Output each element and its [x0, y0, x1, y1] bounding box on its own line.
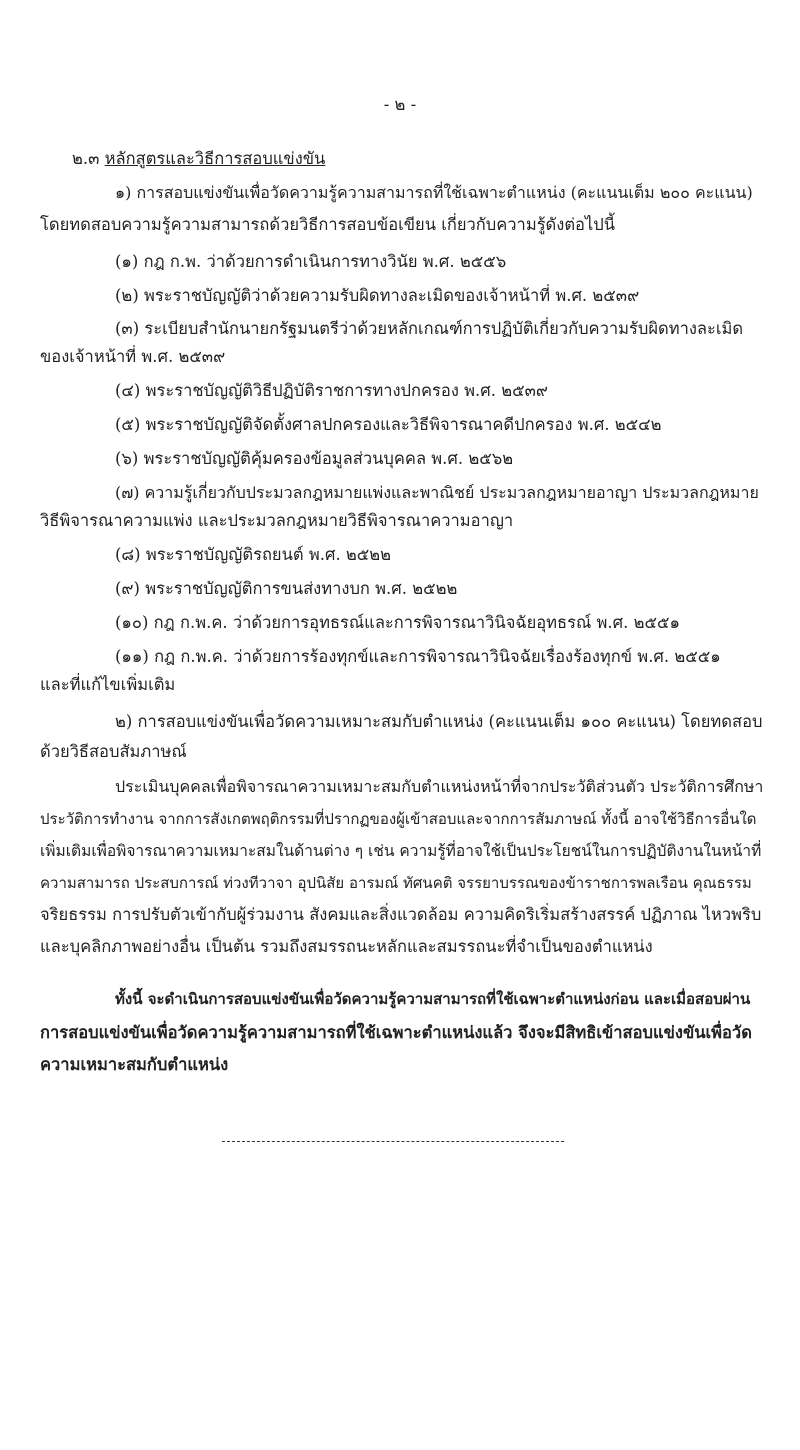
- list-item: (๖) พระราชบัญญัติคุ้มครองข้อมูลส่วนบุคคล พ.ศ. ๒๕๖๒: [115, 449, 514, 468]
- list-item: (๓) ระเบียบสำนักนายกรัฐมนตรีว่าด้วยหลักเกณฑ์การปฏิบัติเกี่ยวกับความรับผิดทางละเมิด: [115, 319, 744, 338]
- list-item-continuation: วิธีพิจารณาความแพ่ง และประมวลกฎหมายวิธีพิจารณาความอาญา: [40, 511, 514, 530]
- page-number: - ๒ -: [383, 95, 417, 114]
- paragraph-line: ความสามารถ ประสบการณ์ ท่วงทีวาจา อุปนิสัย อารมณ์ ทัศนคติ จรรยาบรรณของข้าราชการพลเรือน คุณธรรม: [40, 874, 752, 892]
- part2-intro-line2: ด้วยวิธีสอบสัมภาษณ์: [40, 742, 187, 761]
- section-heading: [72, 147, 325, 171]
- list-item-continuation: ของเจ้าหน้าที่ พ.ศ. ๒๕๓๙: [40, 347, 226, 366]
- list-item: (๔) พระราชบัญญัติวิธีปฏิบัติราชการทางปกครอง พ.ศ. ๒๕๓๙: [115, 381, 548, 400]
- end-separator: [222, 1141, 564, 1142]
- list-item: (๕) พระราชบัญญัติจัดตั้งศาลปกครองและวิธีพิจารณาคดีปกครอง พ.ศ. ๒๕๔๒: [115, 415, 662, 434]
- note-line: ความเหมาะสมกับตำแหน่ง: [40, 1055, 229, 1074]
- part1-intro-line2: โดยทดสอบความรู้ความสามารถด้วยวิธีการสอบข้อเขียน เกี่ยวกับความรู้ดังต่อไปนี้: [40, 215, 616, 234]
- note-line: การสอบแข่งขันเพื่อวัดความรู้ความสามารถที่ใช้เฉพาะตำแหน่งแล้ว จึงจะมีสิทธิเข้าสอบแข่งขันเพื่อวัด: [40, 1023, 752, 1042]
- list-item: (๗) ความรู้เกี่ยวกับประมวลกฎหมายแพ่งและพาณิชย์ ประมวลกฎหมายอาญา ประมวลกฎหมาย: [115, 483, 759, 502]
- list-item: (๑๐) กฎ ก.พ.ค. ว่าด้วยการอุทธรณ์และการพิจารณาวินิจฉัยอุทธรณ์ พ.ศ. ๒๕๕๑: [115, 613, 680, 632]
- list-item-continuation: และที่แก้ไขเพิ่มเติม: [40, 675, 176, 694]
- section-title: หลักสูตรและวิธีการสอบแข่งขัน: [104, 149, 326, 168]
- part2-intro-line1: ๒) การสอบแข่งขันเพื่อวัดความเหมาะสมกับตำแหน่ง (คะแนนเต็ม ๑๐๐ คะแนน) โดยทดสอบ: [115, 712, 763, 731]
- paragraph-line: จริยธรรม การปรับตัวเข้ากับผู้ร่วมงาน สังคมและสิ่งแวดล้อม ความคิดริเริ่มสร้างสรรค์ ปฏิภาณ ไหวพริบ: [40, 905, 762, 924]
- list-item: (๑๑) กฎ ก.พ.ค. ว่าด้วยการร้องทุกข์และการพิจารณาวินิจฉัยเรื่องร้องทุกข์ พ.ศ. ๒๕๕๑: [115, 647, 721, 666]
- list-item: (๒) พระราชบัญญัติว่าด้วยความรับผิดทางละเมิดของเจ้าหน้าที่ พ.ศ. ๒๕๓๙: [115, 286, 640, 305]
- note-line: ทั้งนี้ จะดำเนินการสอบแข่งขันเพื่อวัดความรู้ความสามารถที่ใช้เฉพาะตำแหน่งก่อน และเมื่อสอบผ่าน: [115, 990, 751, 1008]
- list-item: (๑) กฎ ก.พ. ว่าด้วยการดำเนินการทางวินัย พ.ศ. ๒๕๕๖: [115, 252, 507, 271]
- part1-intro-line1: ๑) การสอบแข่งขันเพื่อวัดความรู้ความสามารถที่ใช้เฉพาะตำแหน่ง (คะแนนเต็ม ๒๐๐ คะแนน): [115, 183, 753, 202]
- paragraph-line: และบุคลิกภาพอย่างอื่น เป็นต้น รวมถึงสมรรถนะหลักและสมรรถนะที่จำเป็นของตำแหน่ง: [40, 937, 653, 956]
- paragraph-line: เพิ่มเติมเพื่อพิจารณาความเหมาะสมในด้านต่าง ๆ เช่น ความรู้ที่อาจใช้เป็นประโยชน์ในการปฏิบัติงานในหน้าที่: [40, 842, 762, 860]
- list-item: (๙) พระราชบัญญัติการขนส่งทางบก พ.ศ. ๒๕๒๒: [115, 579, 458, 598]
- section-number: ๒.๓: [72, 149, 100, 168]
- paragraph-line: ประวัติการทำงาน จากการสังเกตพฤติกรรมที่ปรากฏของผู้เข้าสอบและจากการสัมภาษณ์ ทั้งนี้ อาจใช้วิธีการอื่นใด: [40, 810, 757, 828]
- paragraph-line: ประเมินบุคคลเพื่อพิจารณาความเหมาะสมกับตำแหน่งหน้าที่จากประวัติส่วนตัว ประวัติการศึกษา: [115, 777, 764, 796]
- list-item: (๘) พระราชบัญญัติรถยนต์ พ.ศ. ๒๕๒๒: [115, 545, 392, 564]
